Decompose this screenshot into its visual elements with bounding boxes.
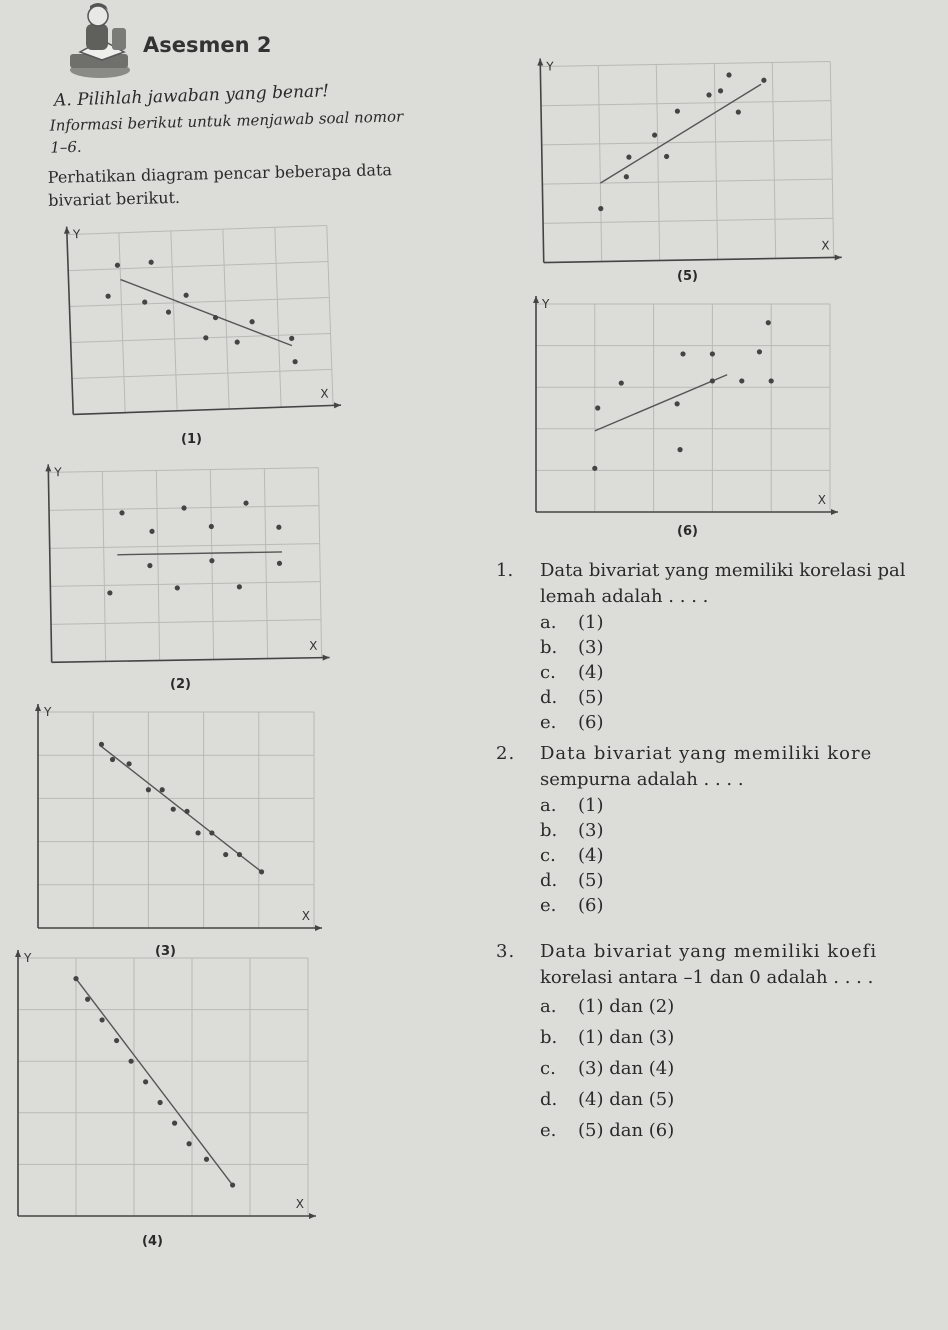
chart-grid: [38, 712, 314, 928]
grid-line: [171, 231, 177, 411]
grid-line: [542, 140, 832, 145]
scatter-chart-5: [540, 61, 833, 262]
data-point: [187, 1141, 192, 1146]
data-point: [119, 510, 124, 515]
data-point: [736, 109, 741, 114]
data-point: [243, 500, 248, 505]
data-point: [146, 787, 151, 792]
option-3c[interactable]: [540, 1053, 948, 1084]
option-letter: e.: [540, 895, 557, 916]
data-point: [289, 336, 294, 341]
option-text: (5): [578, 687, 604, 708]
grid-line: [543, 218, 833, 223]
data-point: [203, 335, 208, 340]
grid-line: [72, 369, 332, 378]
option-1e[interactable]: [540, 710, 948, 735]
chart-caption-4: (4): [142, 1234, 163, 1249]
option-letter: a.: [540, 996, 557, 1017]
option-2a[interactable]: [540, 793, 948, 818]
data-point: [710, 378, 715, 383]
data-point: [598, 206, 603, 211]
option-letter: c.: [540, 1058, 556, 1079]
x-axis-label: X: [295, 1197, 304, 1211]
option-letter: e.: [540, 712, 557, 733]
data-point: [259, 869, 264, 874]
option-letter: d.: [540, 870, 558, 891]
chart-caption-6: (6): [677, 524, 698, 539]
intro-line: bivariat berikut.: [48, 187, 181, 210]
data-point: [85, 997, 90, 1002]
x-axis-arrow: [835, 254, 842, 260]
y-axis: [48, 464, 51, 662]
option-text: (5): [578, 870, 604, 891]
grid-line: [50, 582, 320, 587]
grid-line: [210, 470, 213, 660]
option-3a[interactable]: [540, 991, 948, 1022]
x-axis: [73, 405, 341, 414]
y-axis-arrow: [537, 58, 543, 65]
x-axis-label: X: [309, 638, 318, 653]
data-point: [100, 1017, 105, 1022]
chart-grid: [540, 61, 833, 262]
x-axis-arrow: [323, 654, 330, 660]
option-letter: e.: [540, 1120, 557, 1141]
option-1a[interactable]: [540, 610, 948, 635]
chart-grid: [67, 226, 333, 415]
x-axis: [52, 657, 330, 662]
option-text: (3) dan (4): [578, 1058, 675, 1079]
y-axis-label: Y: [542, 297, 550, 311]
data-point: [757, 349, 762, 354]
data-point: [761, 78, 766, 83]
data-point: [237, 584, 242, 589]
grid-line: [275, 227, 281, 407]
data-point: [184, 809, 189, 814]
scatter-chart-3: [38, 705, 314, 928]
question-number: 2.: [496, 743, 516, 764]
option-2e[interactable]: [540, 893, 948, 918]
option-text: (4): [578, 845, 604, 866]
data-point: [114, 1038, 119, 1043]
data-point: [652, 132, 657, 137]
option-text: (6): [578, 895, 604, 916]
grid-line: [772, 62, 775, 258]
y-axis-label: Y: [54, 465, 62, 480]
data-point: [110, 757, 115, 762]
y-axis-arrow: [45, 464, 51, 471]
option-3e[interactable]: [540, 1115, 948, 1146]
option-letter: d.: [540, 687, 558, 708]
grid-line: [542, 179, 832, 184]
option-text: (1): [578, 612, 604, 633]
question-2: [496, 741, 948, 918]
y-axis-arrow: [15, 950, 21, 957]
y-axis-arrow: [64, 226, 70, 233]
data-point: [129, 1059, 134, 1064]
data-point: [183, 293, 188, 298]
question-number: 1.: [496, 560, 514, 581]
data-point: [209, 558, 214, 563]
option-1d[interactable]: [540, 685, 948, 710]
option-letter: b.: [540, 1027, 558, 1048]
data-point: [148, 260, 153, 265]
option-letter: c.: [540, 662, 556, 683]
data-point: [677, 447, 682, 452]
option-letter: d.: [540, 1089, 558, 1110]
scatter-chart-6: [536, 297, 830, 512]
x-axis-label: X: [301, 909, 310, 923]
grid-line: [67, 226, 327, 235]
grid-line: [318, 468, 321, 658]
info-line: Informasi berikut untuk menjawab soal nomor: [49, 107, 404, 135]
data-point: [626, 154, 631, 159]
data-point: [235, 339, 240, 344]
y-axis-label: Y: [72, 227, 81, 242]
data-point: [204, 1157, 209, 1162]
data-point: [195, 830, 200, 835]
data-point: [675, 401, 680, 406]
data-point: [710, 351, 715, 356]
data-point: [181, 505, 186, 510]
option-3d[interactable]: [540, 1084, 948, 1115]
option-letter: c.: [540, 845, 556, 866]
option-text: (1) dan (2): [578, 996, 675, 1017]
question-number: 3.: [496, 941, 516, 962]
y-axis-arrow: [533, 296, 539, 303]
chart-caption-2: (2): [170, 677, 191, 692]
data-point: [158, 1100, 163, 1105]
data-point: [172, 1121, 177, 1126]
option-1b[interactable]: [540, 635, 948, 660]
intro-text: [48, 158, 393, 212]
question-text: Data bivariat yang memiliki koefi: [540, 941, 878, 962]
question-1: [496, 558, 948, 735]
chart-caption-5: (5): [677, 269, 698, 284]
option-text: (1) dan (3): [578, 1027, 675, 1048]
data-point: [105, 294, 110, 299]
grid-line: [830, 61, 833, 257]
data-point: [592, 466, 597, 471]
data-point: [209, 524, 214, 529]
reading-student-icon: [62, 2, 142, 82]
option-text: (6): [578, 712, 604, 733]
grid-line: [540, 61, 830, 66]
data-point: [766, 320, 771, 325]
scatter-chart-4: [18, 951, 308, 1216]
data-point: [718, 88, 723, 93]
question-text: Data bivariat yang memiliki kore: [540, 743, 873, 764]
option-text: (5) dan (6): [578, 1120, 675, 1141]
data-point: [276, 525, 281, 530]
option-1c[interactable]: [540, 660, 948, 685]
y-axis-label: Y: [44, 705, 52, 719]
grid-line: [102, 471, 105, 661]
data-point: [99, 742, 104, 747]
question-3: [496, 939, 948, 1146]
option-text: (4): [578, 662, 604, 683]
data-point: [160, 787, 165, 792]
data-point: [249, 319, 254, 324]
x-axis: [544, 257, 842, 262]
data-point: [143, 1079, 148, 1084]
grid-line: [69, 297, 329, 306]
grid-line: [119, 233, 125, 413]
grid-line: [51, 620, 321, 625]
chart-caption-1: (1): [181, 432, 202, 447]
data-point: [706, 92, 711, 97]
y-axis: [540, 59, 544, 263]
option-text: (3): [578, 637, 604, 658]
page-title: Asesmen 2: [143, 33, 272, 57]
grid-line: [714, 64, 717, 260]
data-point: [149, 529, 154, 534]
option-text: (4) dan (5): [578, 1089, 675, 1110]
grid-line: [156, 470, 159, 660]
chart-caption-3: (3): [155, 944, 176, 959]
data-point: [237, 852, 242, 857]
data-point: [107, 590, 112, 595]
option-letter: a.: [540, 612, 557, 633]
data-point: [624, 174, 629, 179]
grid-line: [598, 66, 601, 262]
data-point: [619, 380, 624, 385]
y-axis: [67, 227, 74, 415]
data-point: [277, 561, 282, 566]
trend-line: [117, 552, 282, 555]
x-axis-arrow: [334, 402, 341, 408]
scatter-chart-2: [48, 465, 321, 663]
grid-line: [656, 65, 659, 261]
trend-line: [599, 84, 763, 183]
x-axis-arrow: [309, 1213, 316, 1219]
y-axis-arrow: [35, 704, 41, 711]
data-point: [115, 263, 120, 268]
option-letter: b.: [540, 820, 558, 841]
question-text: lemah adalah . . . .: [540, 586, 709, 607]
chart-grid: [536, 304, 830, 512]
info-text: [49, 105, 404, 158]
grid-line: [327, 226, 333, 406]
data-point: [223, 852, 228, 857]
x-axis-label: X: [320, 386, 329, 401]
scatter-chart-1: [67, 226, 333, 415]
section-heading: A. Pilihlah jawaban yang benar!: [53, 81, 330, 111]
option-text: (1): [578, 795, 604, 816]
x-axis-arrow: [315, 925, 322, 931]
question-text: korelasi antara –1 dan 0 adalah . . . .: [540, 967, 874, 988]
y-axis-label: Y: [546, 59, 554, 74]
data-point: [126, 761, 131, 766]
info-line: 1–6.: [50, 137, 82, 157]
data-point: [166, 309, 171, 314]
option-3b[interactable]: [540, 1022, 948, 1053]
grid-line: [541, 101, 831, 106]
option-letter: a.: [540, 795, 557, 816]
intro-line: Perhatikan diagram pencar beberapa data: [47, 160, 393, 187]
option-2d[interactable]: [540, 868, 948, 893]
data-point: [147, 563, 152, 568]
data-point: [292, 359, 297, 364]
data-point: [675, 109, 680, 114]
data-point: [664, 154, 669, 159]
grid-line: [68, 261, 328, 270]
data-point: [73, 976, 78, 981]
data-point: [680, 351, 685, 356]
grid-line: [264, 469, 267, 659]
x-axis-label: X: [817, 493, 826, 507]
grid-line: [48, 468, 318, 473]
question-text: Data bivariat yang memiliki korelasi pal: [540, 560, 906, 581]
chart-grid: [18, 958, 308, 1216]
x-axis-arrow: [831, 509, 838, 515]
data-point: [739, 378, 744, 383]
y-axis-label: Y: [24, 951, 32, 965]
option-text: (3): [578, 820, 604, 841]
data-point: [595, 405, 600, 410]
grid-line: [50, 544, 320, 549]
data-point: [769, 378, 774, 383]
data-point: [175, 585, 180, 590]
data-point: [171, 807, 176, 812]
data-point: [726, 72, 731, 77]
option-letter: b.: [540, 637, 558, 658]
option-2c[interactable]: [540, 843, 948, 868]
question-text: sempurna adalah . . . .: [540, 769, 744, 790]
data-point: [209, 830, 214, 835]
trend-line: [595, 375, 727, 431]
data-point: [230, 1182, 235, 1187]
x-axis-label: X: [821, 238, 830, 253]
option-2b[interactable]: [540, 818, 948, 843]
